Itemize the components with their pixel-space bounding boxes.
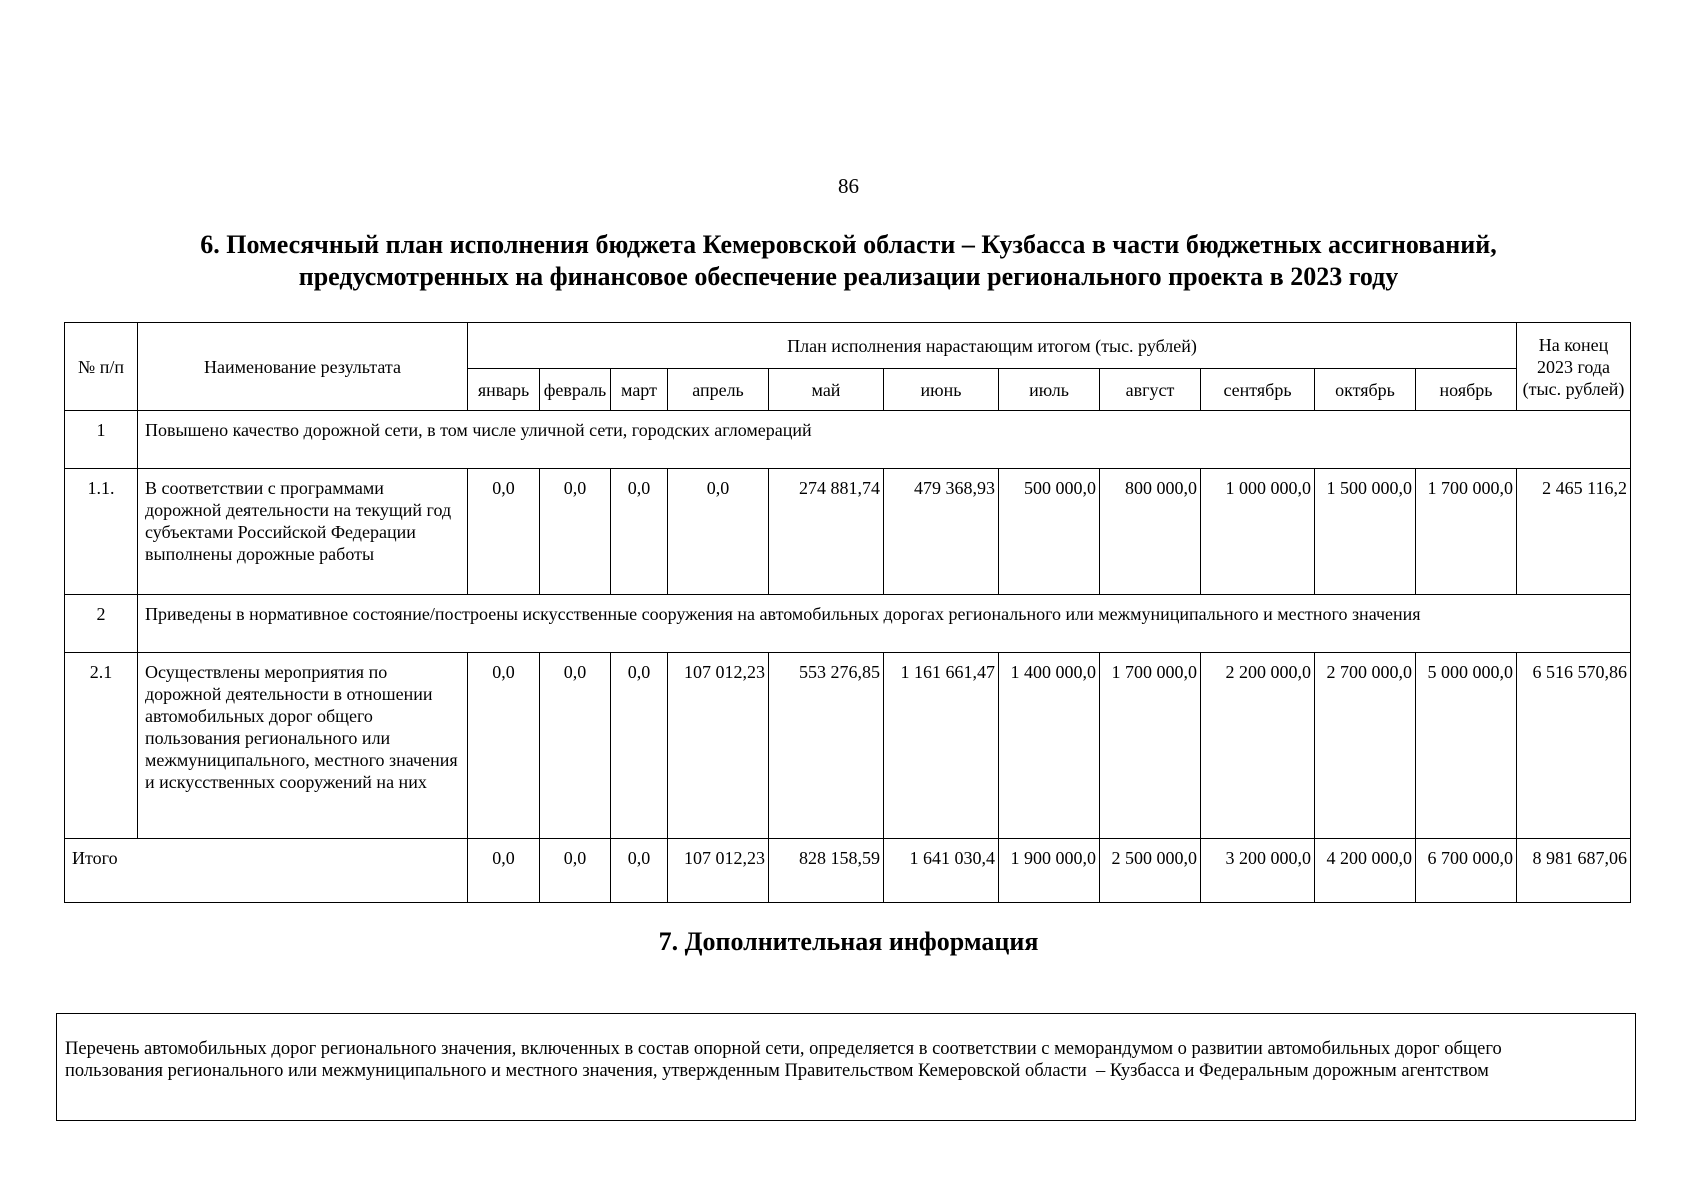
table-row bbox=[65, 653, 1631, 839]
cell-end-value: 8 981 687,06 bbox=[1517, 839, 1631, 903]
cell-value: 107 012,23 bbox=[668, 839, 769, 903]
page-number: 86 bbox=[838, 174, 859, 198]
header-month: февраль bbox=[540, 369, 611, 411]
cell-value: 0,0 bbox=[468, 839, 540, 903]
header-month: август bbox=[1100, 369, 1201, 411]
cell-value: 2 700 000,0 bbox=[1315, 653, 1416, 839]
section-6-title-line-2: предусмотренных на финансовое обеспечение реализации регионального проекта в 2023 году bbox=[298, 262, 1399, 291]
header-month: апрель bbox=[668, 369, 769, 411]
row-num: 1.1. bbox=[65, 469, 138, 595]
cell-value: 1 400 000,0 bbox=[999, 653, 1100, 839]
table-row bbox=[65, 411, 1631, 469]
row-num: 1 bbox=[65, 411, 138, 469]
cell-value: 828 158,59 bbox=[769, 839, 884, 903]
cell-end-value: 6 516 570,86 bbox=[1517, 653, 1631, 839]
additional-info-line-1: Перечень автомобильных дорог регионального значения, включенных в состав опорной сети, определяется в соответствии с меморандумом о развитии автомобильных дорог общего bbox=[65, 1039, 1502, 1059]
cell-value: 3 200 000,0 bbox=[1201, 839, 1315, 903]
header-month: май bbox=[769, 369, 884, 411]
header-month: январь bbox=[468, 369, 540, 411]
header-month: июль bbox=[999, 369, 1100, 411]
cell-value: 2 500 000,0 bbox=[1100, 839, 1201, 903]
header-month: март bbox=[611, 369, 668, 411]
cell-value: 2 200 000,0 bbox=[1201, 653, 1315, 839]
additional-info-box bbox=[56, 1013, 1636, 1121]
section-6-title-line-1: 6. Помесячный план исполнения бюджета Кемеровской области – Кузбасса в части бюджетных ассигнований, bbox=[200, 230, 1497, 259]
cell-value: 553 276,85 bbox=[769, 653, 884, 839]
cell-value: 0,0 bbox=[468, 469, 540, 595]
cell-value: 274 881,74 bbox=[769, 469, 884, 595]
cell-value: 500 000,0 bbox=[999, 469, 1100, 595]
cell-value: 0,0 bbox=[540, 653, 611, 839]
total-row bbox=[65, 839, 1631, 903]
cell-value: 0,0 bbox=[540, 839, 611, 903]
section-7-title: 7. Дополнительная информация bbox=[658, 927, 1039, 956]
header-end-of-year: На конец 2023 года (тыс. рублей) bbox=[1517, 323, 1631, 411]
cell-value: 6 700 000,0 bbox=[1416, 839, 1517, 903]
cell-value: 1 000 000,0 bbox=[1201, 469, 1315, 595]
row-num: 2.1 bbox=[65, 653, 138, 839]
table-row bbox=[65, 595, 1631, 653]
header-month: октябрь bbox=[1315, 369, 1416, 411]
additional-info-line-2: пользования регионального или межмуниципального и местного значения, утвержденным Правительством Кемеровской области – Кузбасса и Федеральным дорожным агентством bbox=[65, 1061, 1489, 1081]
cell-value: 4 200 000,0 bbox=[1315, 839, 1416, 903]
header-num: № п/п bbox=[65, 323, 138, 411]
cell-value: 1 500 000,0 bbox=[1315, 469, 1416, 595]
header-name: Наименование результата bbox=[138, 323, 468, 411]
cell-value: 0,0 bbox=[611, 469, 668, 595]
cell-value: 1 700 000,0 bbox=[1416, 469, 1517, 595]
header-month: сентябрь bbox=[1201, 369, 1315, 411]
section-row-text: Повышено качество дорожной сети, в том числе уличной сети, городских агломераций bbox=[138, 411, 1631, 469]
cell-end-value: 2 465 116,2 bbox=[1517, 469, 1631, 595]
cell-value: 5 000 000,0 bbox=[1416, 653, 1517, 839]
header-month: июнь bbox=[884, 369, 999, 411]
section-row-text: Приведены в нормативное состояние/построены искусственные сооружения на автомобильных дорогах регионального или межмуниципального и местного значения bbox=[138, 595, 1631, 653]
section-6-title bbox=[0, 229, 1697, 293]
header-plan: План исполнения нарастающим итогом (тыс. рублей) bbox=[468, 323, 1517, 369]
cell-value: 800 000,0 bbox=[1100, 469, 1201, 595]
cell-value: 1 641 030,4 bbox=[884, 839, 999, 903]
cell-value: 0,0 bbox=[540, 469, 611, 595]
cell-value: 0,0 bbox=[611, 839, 668, 903]
cell-value: 1 700 000,0 bbox=[1100, 653, 1201, 839]
cell-value: 0,0 bbox=[611, 653, 668, 839]
budget-plan-table bbox=[64, 322, 1631, 903]
table-row bbox=[65, 469, 1631, 595]
header-month: ноябрь bbox=[1416, 369, 1517, 411]
cell-value: 0,0 bbox=[468, 653, 540, 839]
total-label: Итого bbox=[65, 839, 468, 903]
row-name: В соответствии с программами дорожной деятельности на текущий год субъектами Российской Федерации выполнены дорожные работы bbox=[138, 469, 468, 595]
cell-value: 1 161 661,47 bbox=[884, 653, 999, 839]
cell-value: 0,0 bbox=[668, 469, 769, 595]
cell-value: 1 900 000,0 bbox=[999, 839, 1100, 903]
row-name: Осуществлены мероприятия по дорожной деятельности в отношении автомобильных дорог общего пользования регионального или межмуниципального, местного значения и искусственных сооружений на них bbox=[138, 653, 468, 839]
row-num: 2 bbox=[65, 595, 138, 653]
cell-value: 479 368,93 bbox=[884, 469, 999, 595]
cell-value: 107 012,23 bbox=[668, 653, 769, 839]
